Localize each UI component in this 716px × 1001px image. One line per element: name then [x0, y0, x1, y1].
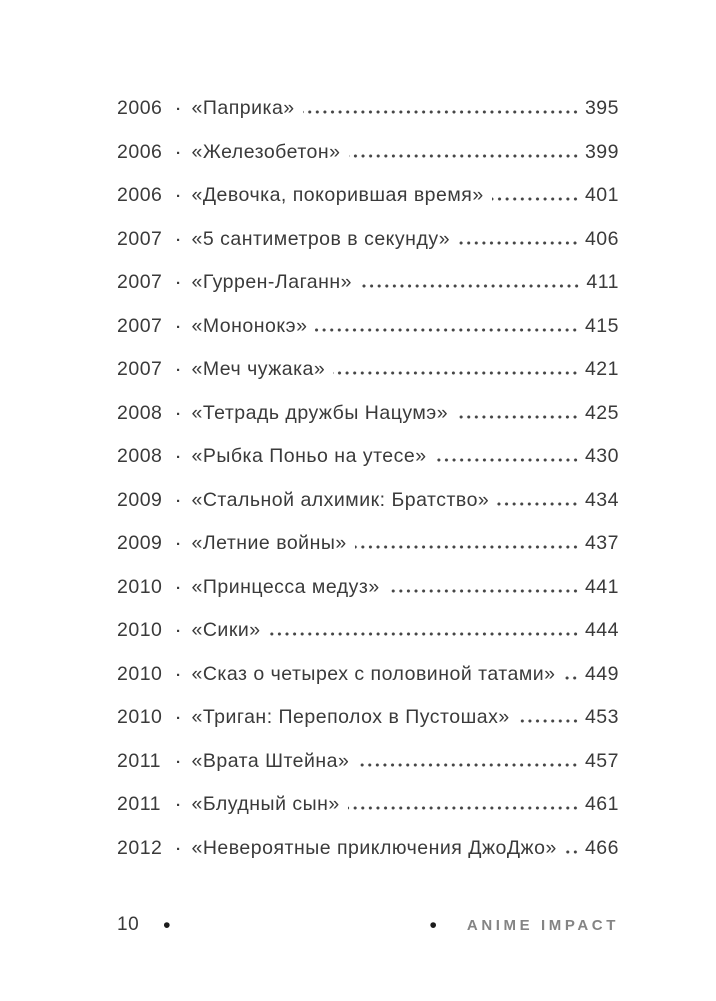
dot-leader: [518, 719, 579, 723]
dot-leader: [303, 110, 579, 114]
toc-year: 2007: [117, 227, 163, 250]
separator-dot: ·: [176, 188, 182, 205]
toc-page-number: 453: [584, 706, 619, 728]
toc-entry: [117, 184, 619, 228]
toc-title: «Летние войны»: [191, 532, 347, 554]
dot-leader: [456, 415, 579, 419]
dot-leader: [269, 632, 579, 636]
book-title: ANIME IMPACT: [466, 916, 619, 934]
toc-entry: [117, 141, 619, 185]
dot-leader: [315, 328, 579, 332]
toc-title: «Мононокэ»: [191, 314, 308, 337]
toc-entry: [117, 706, 619, 750]
toc-year: 2008: [117, 445, 163, 467]
toc-title: «Блудный сын»: [191, 793, 340, 815]
dot-leader: [355, 545, 579, 549]
toc-list: [117, 97, 619, 880]
toc-page-number: 395: [584, 97, 619, 119]
toc-entry: [117, 315, 619, 359]
toc-page-number: 411: [586, 271, 619, 293]
footer-right: [430, 915, 619, 936]
dot-leader: [348, 806, 579, 810]
toc-page-number: 421: [584, 358, 619, 380]
toc-entry: [117, 619, 619, 663]
bullet-icon: •: [163, 913, 171, 937]
toc-page-number: 437: [584, 532, 619, 554]
toc-year: 2006: [117, 184, 163, 206]
toc-title: «Меч чужака»: [191, 358, 326, 380]
separator-dot: ·: [176, 362, 182, 379]
toc-title: «Железобетон»: [191, 140, 341, 163]
toc-year: 2007: [117, 314, 163, 337]
separator-dot: ·: [176, 579, 182, 597]
toc-page-number: 399: [584, 140, 619, 163]
dot-leader: [492, 197, 579, 201]
toc-title: «Паприка»: [191, 97, 295, 119]
toc-page-number: 425: [584, 401, 619, 424]
toc-year: 2007: [117, 271, 163, 293]
toc-entry: [117, 793, 619, 837]
toc-title: «Невероятные приключения ДжоДжо»: [191, 836, 557, 859]
separator-dot: ·: [176, 753, 182, 771]
toc-page-number: 434: [584, 488, 619, 511]
page-footer: [117, 911, 619, 939]
toc-entry: [117, 532, 619, 576]
separator-dot: ·: [176, 623, 182, 640]
toc-title: «Сики»: [191, 619, 261, 641]
toc-entry: [117, 97, 619, 141]
toc-title: «Тетрадь дружбы Нацумэ»: [191, 401, 449, 424]
toc-entry: [117, 445, 619, 489]
toc-page-number: 444: [584, 619, 619, 641]
separator-dot: ·: [176, 840, 182, 858]
page-number: 10: [117, 914, 140, 935]
toc-page-number: 466: [584, 836, 619, 859]
toc-entry: [117, 402, 619, 446]
dot-leader: [565, 850, 579, 854]
separator-dot: ·: [176, 101, 182, 118]
separator-dot: ·: [176, 666, 182, 684]
dot-leader: [333, 371, 579, 375]
separator-dot: ·: [176, 797, 182, 814]
toc-year: 2010: [117, 662, 163, 685]
toc-year: 2010: [117, 706, 163, 728]
toc-entry: [117, 271, 619, 315]
separator-dot: ·: [176, 318, 182, 336]
toc-title: «Рыбка Поньо на утесе»: [191, 445, 427, 467]
toc-title: «Принцесса медуз»: [191, 575, 380, 598]
toc-page-number: 430: [584, 445, 619, 467]
separator-dot: ·: [176, 536, 182, 553]
bullet-icon: •: [429, 913, 437, 937]
toc-year: 2006: [117, 140, 163, 163]
toc-year: 2010: [117, 619, 163, 641]
toc-year: 2012: [117, 836, 163, 859]
toc-title: «Девочка, покорившая время»: [191, 184, 484, 206]
dot-leader: [360, 284, 580, 288]
separator-dot: ·: [176, 144, 182, 162]
toc-page-number: 449: [584, 662, 619, 685]
toc-page-number: 406: [584, 227, 619, 250]
toc-page-number: 415: [584, 314, 619, 337]
toc-year: 2011: [117, 793, 161, 815]
toc-year: 2007: [117, 358, 163, 380]
toc-year: 2011: [117, 749, 161, 772]
dot-leader: [435, 458, 579, 462]
toc-page-number: 401: [584, 184, 619, 206]
toc-page-number: 441: [584, 575, 619, 598]
dot-leader: [563, 676, 578, 680]
toc-year: 2009: [117, 488, 163, 511]
toc-entry: [117, 358, 619, 402]
toc-year: 2010: [117, 575, 163, 598]
toc-entry: [117, 837, 619, 881]
dot-leader: [349, 154, 579, 158]
toc-year: 2008: [117, 401, 163, 424]
separator-dot: ·: [176, 710, 182, 727]
separator-dot: ·: [176, 275, 182, 292]
toc-year: 2009: [117, 532, 163, 554]
toc-title: «Врата Штейна»: [191, 749, 350, 772]
toc-title: «Сказ о четырех с половиной татами»: [191, 662, 556, 685]
toc-entry: [117, 750, 619, 794]
toc-page-number: 461: [584, 793, 619, 815]
toc-title: «Гуррен-Лаганн»: [191, 271, 352, 293]
separator-dot: ·: [176, 449, 182, 466]
separator-dot: ·: [176, 492, 182, 510]
toc-title: «5 сантиметров в секунду»: [191, 227, 451, 250]
toc-entry: [117, 228, 619, 272]
toc-title: «Триган: Переполох в Пустошах»: [191, 706, 510, 728]
footer-left: [117, 914, 171, 936]
dot-leader: [357, 763, 579, 767]
dot-leader: [458, 241, 579, 245]
toc-title: «Стальной алхимик: Братство»: [191, 488, 490, 511]
separator-dot: ·: [176, 405, 182, 423]
dot-leader: [388, 589, 579, 593]
toc-year: 2006: [117, 97, 163, 119]
separator-dot: ·: [176, 231, 182, 249]
dot-leader: [497, 502, 579, 506]
toc-entry: [117, 663, 619, 707]
toc-entry: [117, 489, 619, 533]
toc-entry: [117, 576, 619, 620]
toc-page-number: 457: [584, 749, 619, 772]
